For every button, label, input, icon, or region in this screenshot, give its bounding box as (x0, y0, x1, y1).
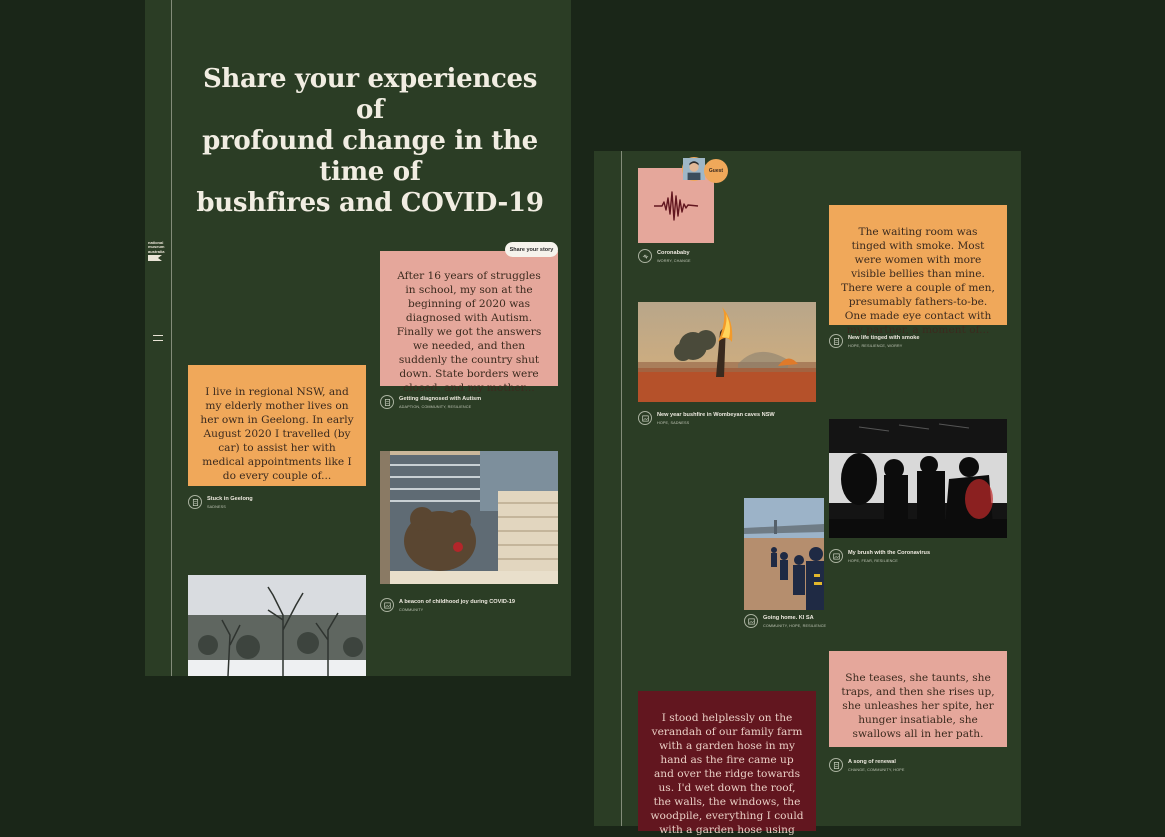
story-title: A song of renewal (848, 759, 896, 765)
user-photo (683, 158, 705, 180)
story-excerpt: I stood helplessly on the verandah of our family farm with a garden hose in my hand as the fire came up and over the ridge towards us. I'd wet down the roof, the walls, the windows, the woodpile, everything I could with a garden hose using (650, 712, 804, 836)
logo-flag-icon (148, 255, 162, 261)
vertical-divider (171, 0, 172, 676)
story-image-coronavirus[interactable] (829, 419, 1007, 538)
bushfire-photo (638, 302, 816, 402)
left-page-panel (145, 0, 571, 676)
title-line1: Share your experiences of (202, 64, 538, 125)
image-icon (829, 549, 843, 563)
story-title: New life tinged with smoke (848, 335, 920, 341)
title-line2: profound change in the time of (202, 126, 538, 187)
logo-text-line1: national (148, 240, 164, 245)
story-meta-teddy[interactable] (380, 598, 515, 612)
story-meta-coronavirus[interactable] (829, 549, 930, 563)
image-icon (380, 598, 394, 612)
teddy-window-photo (380, 451, 558, 584)
image-icon (744, 614, 758, 628)
museum-logo[interactable] (148, 241, 170, 261)
story-tags: COMMUNITY, HOPE, RESILIENCE (763, 624, 827, 628)
right-page-panel (594, 151, 1021, 836)
silhouettes-photo (829, 419, 1007, 538)
logo-text-line2: museum (148, 244, 165, 250)
story-title: Getting diagnosed with Autism (399, 396, 482, 402)
avatar[interactable] (682, 157, 706, 181)
story-meta-autism[interactable] (380, 395, 481, 409)
story-excerpt: I live in regional NSW, and my elderly mother lives on her own in Geelong. In early August 2020 I travelled (by car) to assist her with medical appointments like I do every couple of... (200, 386, 354, 482)
story-excerpt: The waiting room was tinged with smoke. Most were women with more visible bellies than mine. There were a couple of men, presumably fathers-to-be. One made eye contact with my partner, a moment of... (841, 226, 995, 336)
document-icon (829, 334, 843, 348)
story-title: New year bushfire in Wombeyan caves NSW (657, 412, 775, 418)
story-tags: HOPE, RESILIENCE, WORRY (848, 344, 903, 348)
story-title: A beacon of childhood joy during COVID-19 (399, 599, 516, 605)
story-tags: CHANGE, COMMUNITY, HOPE (848, 768, 905, 772)
document-icon (829, 758, 843, 772)
share-story-button[interactable]: Share your story (505, 242, 558, 257)
story-meta-coronababy[interactable] (638, 249, 691, 263)
story-tags: ADAPTION, COMMUNITY, RESILIENCE (399, 405, 472, 409)
story-title: Going home. KI SA (763, 615, 814, 621)
story-image-teddy[interactable] (380, 451, 558, 584)
story-card-new-life[interactable] (829, 205, 1007, 336)
story-excerpt: She teases, she taunts, she traps, and then she rises up, she unleashes her spite, her hunger insatiable, she swallows all in her path. (841, 672, 995, 740)
vertical-divider (621, 151, 622, 826)
story-meta-bushfire[interactable] (638, 411, 775, 425)
story-title: My brush with the Coronavirus (848, 550, 931, 556)
story-excerpt: After 16 years of struggles in school, my son at the beginning of 2020 was diagnosed with Autism. Finally we got the answers we needed, and then suddenly the country shut down. State borders were closed, and my mother... (396, 270, 542, 394)
logo-text-line3: australia (148, 248, 165, 254)
audio-icon (638, 249, 652, 263)
story-meta-going-home[interactable] (744, 614, 826, 628)
story-meta-song-of-renewal[interactable] (829, 758, 904, 772)
story-meta-geelong[interactable] (188, 495, 253, 509)
story-card-verandah[interactable] (638, 691, 816, 836)
page-title (185, 64, 555, 219)
story-card-geelong[interactable] (188, 365, 366, 486)
story-title: Coronababy (657, 250, 690, 256)
story-tags: COMMUNITY (399, 608, 424, 612)
document-icon (380, 395, 394, 409)
story-image-snowy-trees[interactable] (188, 575, 366, 676)
story-tags: HOPE, SADNESS (657, 421, 690, 425)
story-card-song-of-renewal[interactable] (829, 651, 1007, 747)
story-meta-new-life[interactable] (829, 334, 920, 348)
story-tags: HOPE, FEAR, RESILIENCE (848, 559, 898, 563)
title-line3: bushfires and COVID-19 (196, 188, 544, 218)
story-title: Stuck in Geelong (207, 496, 253, 502)
document-icon (188, 495, 202, 509)
image-icon (638, 411, 652, 425)
aircraft-crew-photo (744, 498, 824, 610)
guest-badge[interactable]: Guest (704, 159, 728, 183)
story-tags: SADNESS (207, 505, 226, 509)
story-tags: WORRY, CHANGE (657, 259, 691, 263)
snowy-trees-photo (188, 575, 366, 676)
menu-icon[interactable] (153, 335, 163, 341)
story-image-bushfire[interactable] (638, 302, 816, 402)
story-image-going-home[interactable] (744, 498, 824, 610)
story-card-autism[interactable] (380, 251, 558, 394)
